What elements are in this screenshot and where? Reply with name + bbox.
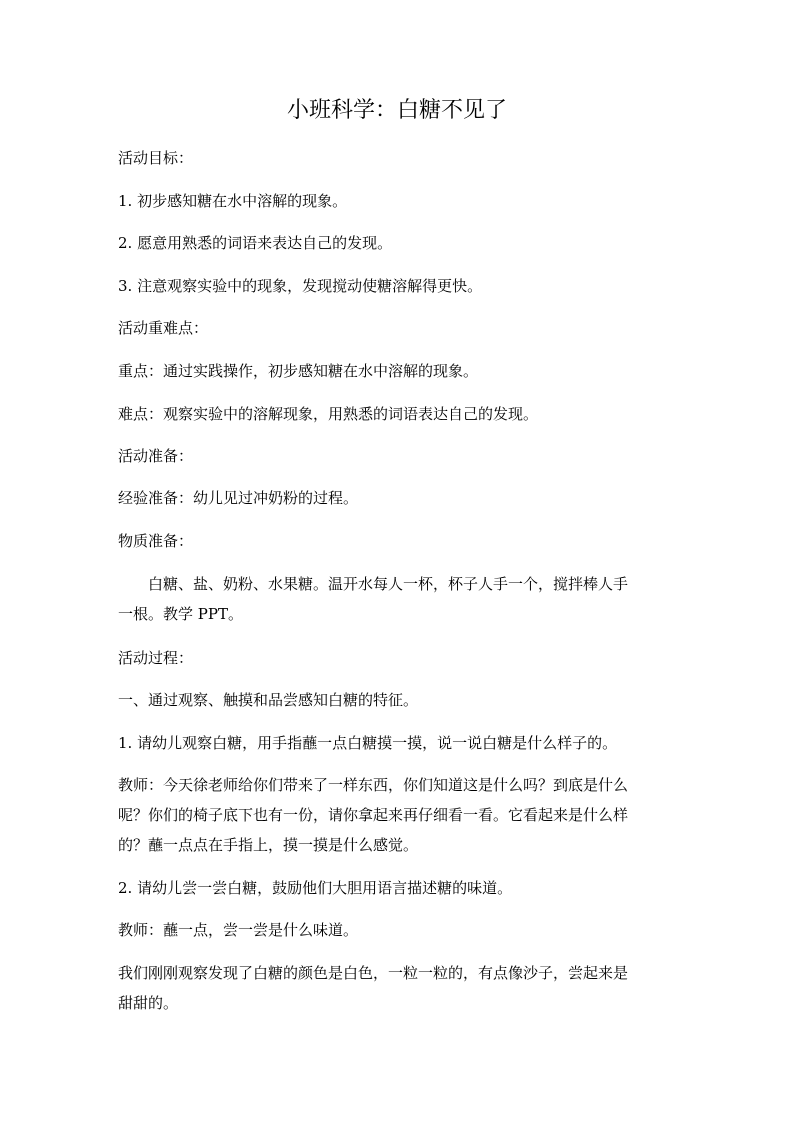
key-point-text: 重点：通过实践操作，初步感知糖在水中溶解的现象。	[118, 362, 479, 380]
teacher-dialogue-1-line-1: 教师：今天徐老师给你们带来了一样东西，你们知道这是什么吗？到底是什么	[118, 776, 629, 794]
material-list-line-1: 白糖、盐、奶粉、水果糖。温开水每人一杯，杯子人手一个，搅拌棒人手	[148, 575, 629, 593]
process-section-1: 一、通过观察、触摸和品尝感知白糖的特征。	[118, 691, 419, 709]
difficult-point-text: 难点：观察实验中的溶解现象，用熟悉的词语表达自己的发现。	[118, 405, 539, 423]
teacher-dialogue-2: 教师：蘸一点，尝一尝是什么味道。	[118, 921, 359, 939]
goal-item-2: 2. 愿意用熟悉的词语来表达自己的发现。	[118, 234, 393, 252]
teacher-dialogue-1-line-3: 的？蘸一点点在手指上，摸一摸是什么感觉。	[118, 836, 419, 854]
heading-material-preparation: 物质准备：	[118, 532, 194, 550]
document-title: 小班科学：白糖不见了	[286, 98, 507, 123]
observation-summary-line-1: 我们刚刚观察发现了白糖的颜色是白色，一粒一粒的，有点像沙子，尝起来是	[118, 964, 629, 982]
heading-activity-process: 活动过程：	[118, 649, 194, 667]
goal-item-3: 3. 注意观察实验中的现象，发现搅动使糖溶解得更快。	[118, 277, 483, 295]
heading-activity-goals: 活动目标：	[118, 149, 194, 167]
teacher-dialogue-1-line-2: 呢？你们的椅子底下也有一份，请你拿起来再仔细看一看。它看起来是什么样	[118, 806, 629, 824]
heading-key-points: 活动重难点：	[118, 319, 209, 337]
process-step-1: 1. 请幼儿观察白糖，用手指蘸一点白糖摸一摸，说一说白糖是什么样子的。	[118, 734, 618, 752]
experience-preparation: 经验准备：幼儿见过冲奶粉的过程。	[118, 489, 359, 507]
material-list-line-2: 一根。教学 PPT。	[118, 605, 243, 623]
heading-preparation: 活动准备：	[118, 447, 194, 465]
goal-item-1: 1. 初步感知糖在水中溶解的现象。	[118, 192, 348, 210]
observation-summary-line-2: 甜甜的。	[118, 994, 179, 1012]
process-step-2: 2. 请幼儿尝一尝白糖，鼓励他们大胆用语言描述糖的味道。	[118, 879, 513, 897]
